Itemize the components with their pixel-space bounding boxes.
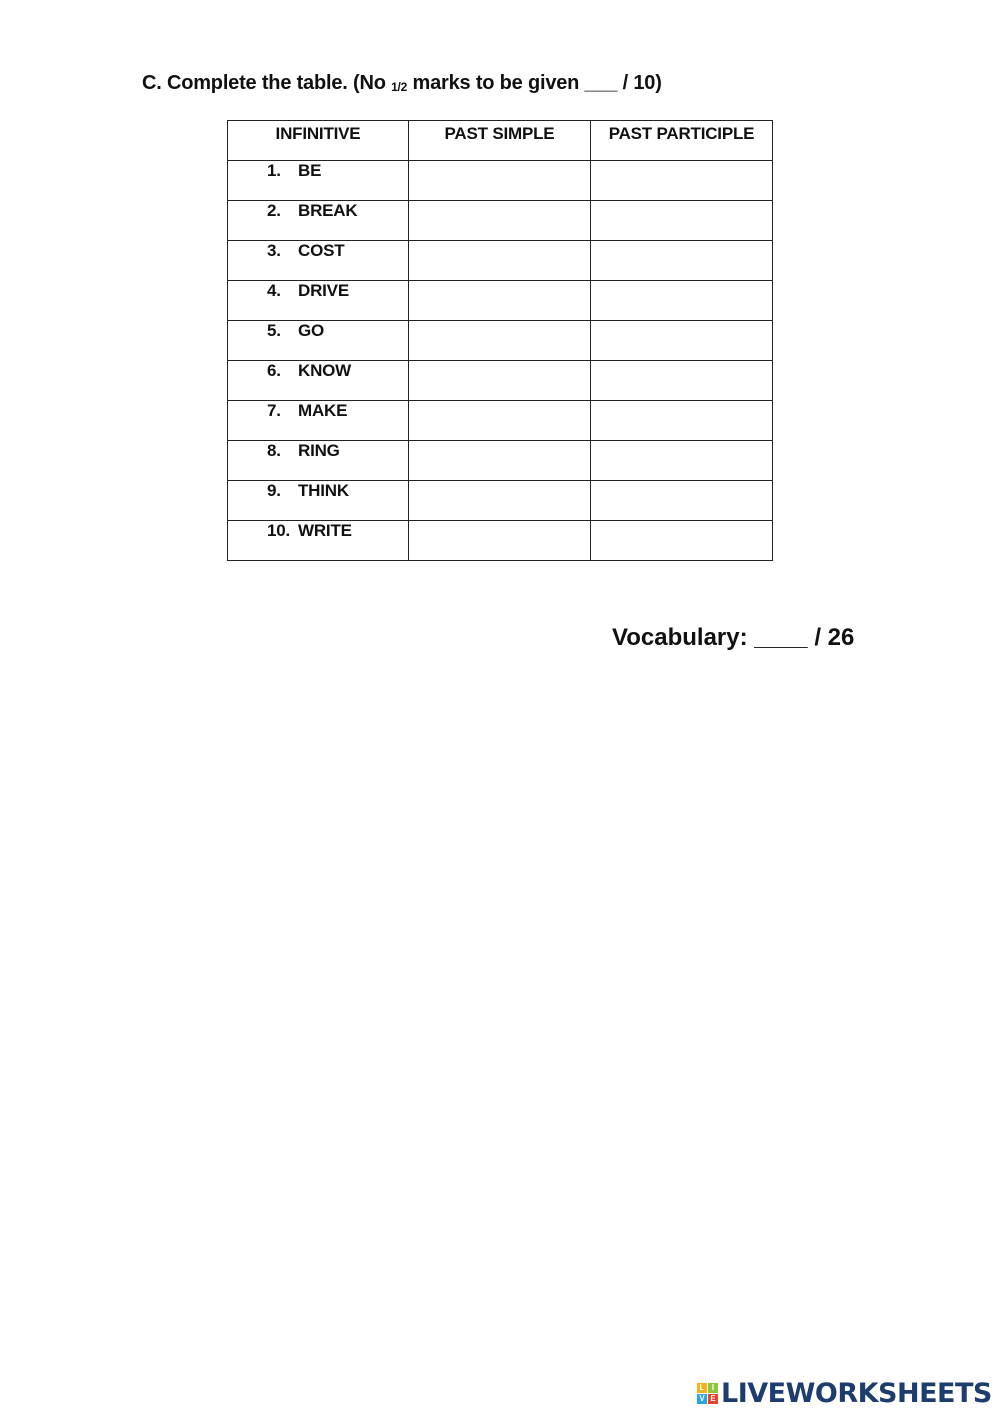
past-participle-input[interactable] bbox=[591, 521, 772, 560]
past-simple-input[interactable] bbox=[409, 241, 590, 280]
vocabulary-score: Vocabulary: ____ / 26 bbox=[612, 624, 855, 651]
infinitive-cell bbox=[228, 321, 409, 361]
table-row bbox=[228, 521, 773, 561]
table-row bbox=[228, 361, 773, 401]
infinitive-verb: RING bbox=[298, 441, 340, 460]
infinitive-verb: DRIVE bbox=[298, 281, 349, 300]
past-participle-input[interactable] bbox=[591, 281, 772, 320]
table-row bbox=[228, 201, 773, 241]
past-participle-input[interactable] bbox=[591, 401, 772, 440]
past-simple-input[interactable] bbox=[409, 481, 590, 520]
infinitive-cell bbox=[228, 441, 409, 481]
row-number: 10. bbox=[267, 521, 291, 540]
infinitive-cell bbox=[228, 401, 409, 441]
infinitive-cell bbox=[228, 361, 409, 401]
table-body bbox=[228, 161, 773, 561]
table-row bbox=[228, 281, 773, 321]
liveworksheets-logo bbox=[697, 1378, 992, 1408]
infinitive-verb: THINK bbox=[298, 481, 349, 500]
past-simple-cell bbox=[409, 441, 591, 481]
infinitive-cell bbox=[228, 241, 409, 281]
logo-text: LIVEWORKSHEETS bbox=[721, 1377, 992, 1409]
logo-mark-square: I bbox=[708, 1383, 718, 1393]
infinitive-verb: KNOW bbox=[298, 361, 352, 380]
logo-mark-square: V bbox=[697, 1394, 707, 1404]
past-simple-cell bbox=[409, 521, 591, 561]
table-row bbox=[228, 161, 773, 201]
instruction-text-after: marks to be given ___ / 10) bbox=[407, 72, 662, 94]
infinitive-cell bbox=[228, 201, 409, 241]
table-header-row bbox=[228, 121, 773, 161]
past-participle-input[interactable] bbox=[591, 441, 772, 480]
logo-mark-icon bbox=[697, 1383, 718, 1404]
past-simple-input[interactable] bbox=[409, 441, 590, 480]
past-simple-input[interactable] bbox=[409, 361, 590, 400]
infinitive-verb: BREAK bbox=[298, 201, 358, 220]
past-simple-input[interactable] bbox=[409, 281, 590, 320]
past-simple-cell bbox=[409, 321, 591, 361]
infinitive-verb: BE bbox=[298, 161, 322, 180]
past-simple-cell bbox=[409, 481, 591, 521]
infinitive-cell bbox=[228, 281, 409, 321]
past-simple-cell bbox=[409, 401, 591, 441]
infinitive-verb: WRITE bbox=[298, 521, 352, 540]
past-participle-cell bbox=[591, 441, 773, 481]
past-participle-cell bbox=[591, 401, 773, 441]
row-number: 4. bbox=[267, 281, 281, 300]
past-participle-cell bbox=[591, 361, 773, 401]
past-simple-input[interactable] bbox=[409, 201, 590, 240]
past-participle-cell bbox=[591, 481, 773, 521]
infinitive-cell bbox=[228, 481, 409, 521]
infinitive-verb: GO bbox=[298, 321, 325, 340]
instruction-text-before: C. Complete the table. (No bbox=[142, 72, 392, 94]
past-participle-input[interactable] bbox=[591, 241, 772, 280]
infinitive-cell bbox=[228, 521, 409, 561]
past-simple-cell bbox=[409, 361, 591, 401]
infinitive-cell bbox=[228, 161, 409, 201]
past-simple-cell bbox=[409, 201, 591, 241]
logo-mark-square: E bbox=[708, 1394, 718, 1404]
table-row bbox=[228, 321, 773, 361]
header-past-simple: PAST SIMPLE bbox=[409, 121, 591, 161]
past-simple-cell bbox=[409, 161, 591, 201]
row-number: 6. bbox=[267, 361, 281, 380]
verb-forms-table bbox=[227, 120, 773, 561]
table-row bbox=[228, 241, 773, 281]
instruction-fraction: 1/2 bbox=[391, 80, 408, 94]
past-simple-input[interactable] bbox=[409, 321, 590, 360]
past-participle-cell bbox=[591, 281, 773, 321]
row-number: 8. bbox=[267, 441, 281, 460]
past-simple-cell bbox=[409, 241, 591, 281]
table-row bbox=[228, 401, 773, 441]
table-row bbox=[228, 481, 773, 521]
past-participle-cell bbox=[591, 201, 773, 241]
infinitive-verb: MAKE bbox=[298, 401, 348, 420]
exercise-instruction bbox=[142, 72, 662, 95]
row-number: 5. bbox=[267, 321, 281, 340]
row-number: 9. bbox=[267, 481, 281, 500]
past-simple-input[interactable] bbox=[409, 401, 590, 440]
logo-mark-square: L bbox=[697, 1383, 707, 1393]
past-simple-input[interactable] bbox=[409, 161, 590, 200]
row-number: 1. bbox=[267, 161, 281, 180]
past-participle-input[interactable] bbox=[591, 481, 772, 520]
past-participle-cell bbox=[591, 241, 773, 281]
table-row bbox=[228, 441, 773, 481]
header-infinitive: INFINITIVE bbox=[228, 121, 409, 161]
past-participle-cell bbox=[591, 161, 773, 201]
past-participle-input[interactable] bbox=[591, 361, 772, 400]
row-number: 2. bbox=[267, 201, 281, 220]
past-participle-cell bbox=[591, 521, 773, 561]
past-simple-input[interactable] bbox=[409, 521, 590, 560]
past-participle-input[interactable] bbox=[591, 321, 772, 360]
row-number: 7. bbox=[267, 401, 281, 420]
past-participle-input[interactable] bbox=[591, 161, 772, 200]
header-past-participle: PAST PARTICIPLE bbox=[591, 121, 773, 161]
row-number: 3. bbox=[267, 241, 281, 260]
past-participle-input[interactable] bbox=[591, 201, 772, 240]
past-participle-cell bbox=[591, 321, 773, 361]
infinitive-verb: COST bbox=[298, 241, 345, 260]
past-simple-cell bbox=[409, 281, 591, 321]
